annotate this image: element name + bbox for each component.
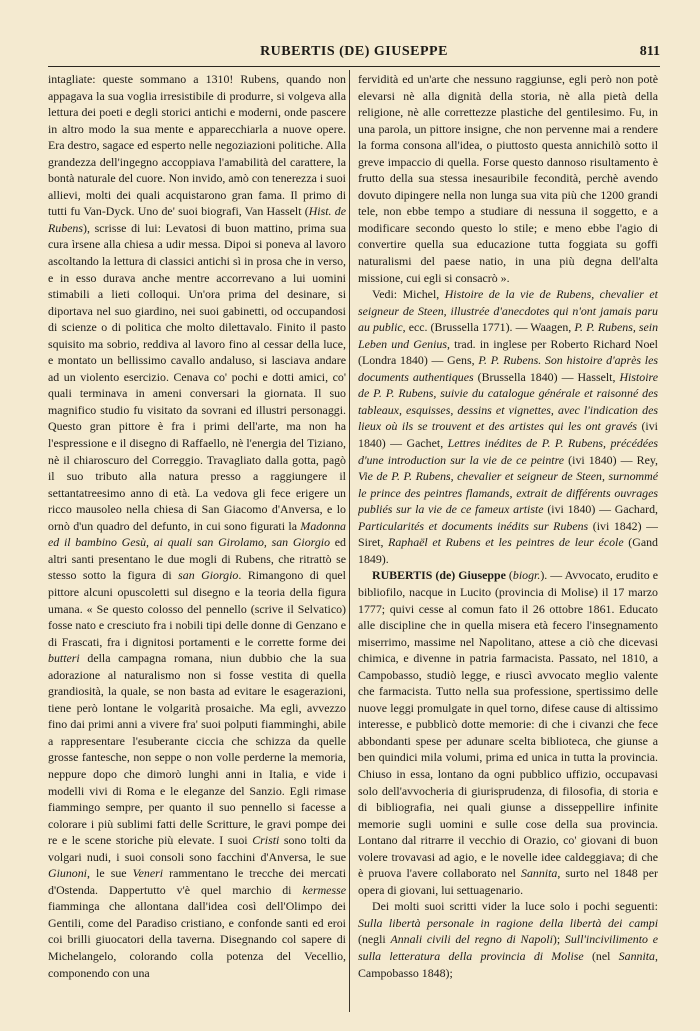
rubertis-entry: RUBERTIS (de) Giuseppe (biogr.). — Avvocato, erudito e bibliofilo, nacque in Lucito (provincia di Molise) il 17 marzo 1777; quivi cesse al comun fato il 26 ottobre 1861. Educato alle discipline che in quella misera età fecero l'insegnamento miserrimo, massime nel Napolitano, attese a ciò che dicevasi chimica, e divenne in patria farmacista. Passato, nel 1810, a Campobasso, studiò legge, e riuscì avvocato meglio valente che farmacista. Tutto nella sua professione, spertissimo delle nuove leggi promulgate in quel torno, difese cause di altissimo interesse, e pubblicò dotte memorie: di che i civanzi che fece abbondanti spese per adunare scelta biblioteca, che giunse a ben quindici mila volumi, prima ed unica in tutta la provincia. Chiuso in essa, lontano da ogni pubblico uffizio, occupavasi solo dell'avvocheria di giurisprudenza, di filosofia, di storia e di bibliografia, nei quali giunse a disseppellire infinite memorie sugli uomini e sulle cose della sua provincia. Lontano dal ritrarre il vecchio di Orazio, co' giovani di buon volere trovavasi ad agio, e le novelle idee caldeggiava; di che è pruova l'avere collaborato nel Sannita, surto nel 1848 per opera di giovani, lui settuagenario. <box>358 568 658 897</box>
entry-headword: RUBERTIS (de) Giuseppe <box>372 568 506 583</box>
page-number: 811 <box>639 44 660 59</box>
left-column <box>48 71 346 1016</box>
page-header <box>48 44 660 66</box>
running-head: RUBERTIS (DE) GIUSEPPE <box>260 44 448 59</box>
column-divider <box>349 70 350 1012</box>
rubertis-writings: Dei molti suoi scritti vider la luce solo i pochi seguenti: Sulla libertà personale in ragione della libertà dei campi (negli Annali civili del regno di Napoli); Sull'incivilimento e sulla letteratura della provincia di Molise (nel Sannita, Campobasso 1848); <box>358 899 658 980</box>
rubens-text-end: fervidità ed un'arte che nessuno raggiunse, egli però non potè elevarsi nè alla dignità della storia, nè alla pietà della religione, nè alle correttezze plastiche del gentilesimo. Fu, in una parola, un pittore insigne, che non pervenne mai a rendere la forma consona all'idea, o piuttosto questa annichilò sotto il greve impaccio di quella. Forse questo dannoso risultamento è frutto della sua stessa inesauribile fecondità, perchè avendo dovuto dipingere nella non lunga sua vita più che 1200 grandi tele, non ebbe tempo a studiare di nessuna il soggetto, e a modificare secondo questo lo stile; e meno ebbe l'agio di convertire quella sua educazione tutta foggiata su goffi naturalismi del paese natio, in una più degna dell'alta missione, cui egli si consacrò ». <box>358 72 658 285</box>
bibliography: Vedi: Michel, Histoire de la vie de Rubens, chevalier et seigneur de Steen, illustrée d'anecdotes qui n'ont jamais paru au public, ecc. (Brussella 1771). — Waagen, P. P. Rubens, sein Leben und Genius, trad. in inglese per Roberto Richard Noel (Londra 1840) — Gens, P. P. Rubens. Son histoire d'après les documents authentiques (Brussella 1840) — Hasselt, Histoire de P. P. Rubens, suivie du catalogue générale et raisonné des tableaux, esquisses, dessins et vignettes, avec l'indication des lieux où ils se trouvent et des artistes qui les ont gravés (ivi 1840) — Gachet, Lettres inédites de P. P. Rubens, précédées d'une introduction sur la vie de ce peintre (ivi 1840) — Rey, Vie de P. P. Rubens, chevalier et seigneur de Steen, surnommé le prince des peintres flamands, extrait de différents ouvrages publiés sur la vie de ce fameux artiste (ivi 1840) — Gachard, Particularités et documents inédits sur Rubens (ivi 1842) — Siret, Raphaël et Rubens et les peintres de leur école (Gand 1849). <box>358 287 658 566</box>
rubens-text-continued: intagliate: queste sommano a 1310! Rubens, quando non appagava la sua voglia irresistibile di produrre, si volgeva alla lettura dei poeti e degli storici antichi e moderni, onde pascere in altro modo la sua mente e apparecchiarla a nuove opere. Era destro, sagace ed esperto nelle negoziazioni politiche. Alla grandezza dell'ingegno accoppiava l'amabilità del carattere, la bontà naturale del cuore. Non invido, amò con tenerezza i suoi allievi, molti dei quali acquistarono gran fama. Il primo di tutti fu Van-Dyck. Uno de' suoi biografi, Van Hasselt (Hist. de Rubens), scrisse di lui: Levatosi di buon mattino, prima sua cura ìrsene alla chiesa a udir messa. Dipoi si poneva al lavoro ascoltando la lettura di classici antichi sì in prosa che in verso, e in esso durava anche mentre accorrevano a lui uomini stimabili a lieti colloqui. Un'ora prima del desinare, si diportava nel suo giardino, nei suoi gabinetti, od occupandosi di scienze o di politica che molto dilettavalo. Finito il pasto squisito ma sobrio, reddiva al lavoro fino al cessar della luce, e montato un bellissimo cavallo andaluso, si lasciava andare ad un violento esercizio. Cenava co' pochi e dotti amici, co' quali terminava in ameni conversari la giornata. Il suo magnifico studio fu visitato da sovrani ed illustri personaggi. Questo gran pittore è fra i primi dell'arte, ma non ha l'espressione e il disegno di Raffaello, nè l'energia del Tiziano, nè il chiaroscuro del Correggio. Travagliato dalla gotta, pagò il suo tributo alla natura presso a raggiungere il settantatreesimo anno di età. La vedova gli fece erigere un ricco mausoleo nella chiesa di San Giacomo d'Anversa, e lo ornò d'un quadro del defunto, in cui sono figurati la Madonna ed il bambino Gesù, ai quali san Girolamo, san Giorgio ed altri santi presentano le due mogli di Rubens, che ritrattò se stesso sotto la figura di san Giorgio. Rimangono di quel pittore alcuni opuscoletti sul disegno e la teoria della figura umana. « Se questo colosso del pennello (scrive il Selvatico) fosse nato e cresciuto fra i nobili tipi delle donne di Genzano e di Frascati, fra i dignitosi portamenti e le corrette forme dei butteri della campagna romana, niun dubbio che la sua adorazione al naturalismo non si fosse vestita di quella grandiosità, la quale, se non basta ad evitare le esagerazioni, tiene però lontane le volgarità prosaiche. Ma egli, avvezzo fino dai primi anni a vivere fra' suoi polputi fiamminghi, abile a rappresentare l'esuberante ciccia che schizza da quelle grosse fantesche, non seppe o non volle perderne la memoria, neppure dopo che dimorò lunghi anni in Italia, e vide i modelli vivi di Roma e le eleganze del Sanzio. Egli rimase fiammingo sempre, per quanto il suo pennello si facesse a colorare i più sublimi fatti delle Scritture, le gravi pompe dei re e le scene storiche più elevate. I suoi Cristi sono tolti da volgari nudi, i suoi consoli sono facchini d'Anversa, le sue Giunoni, le sue Veneri rammentano le trecche dei mercati d'Ostenda. Dappertutto v'è quel marchio di kermesse fiamminga che allontana dall'idea così dell'Olimpo dei Gentili, come del Paradiso cristiano, e confonde santi ed eroi coi brilli giuocatori della taverna. Disegnando col sapere di Michelangelo, colorando colla potenza del Vecellio, componendo con una <box>48 72 346 980</box>
header-rule <box>48 66 660 67</box>
right-column <box>358 71 658 1016</box>
